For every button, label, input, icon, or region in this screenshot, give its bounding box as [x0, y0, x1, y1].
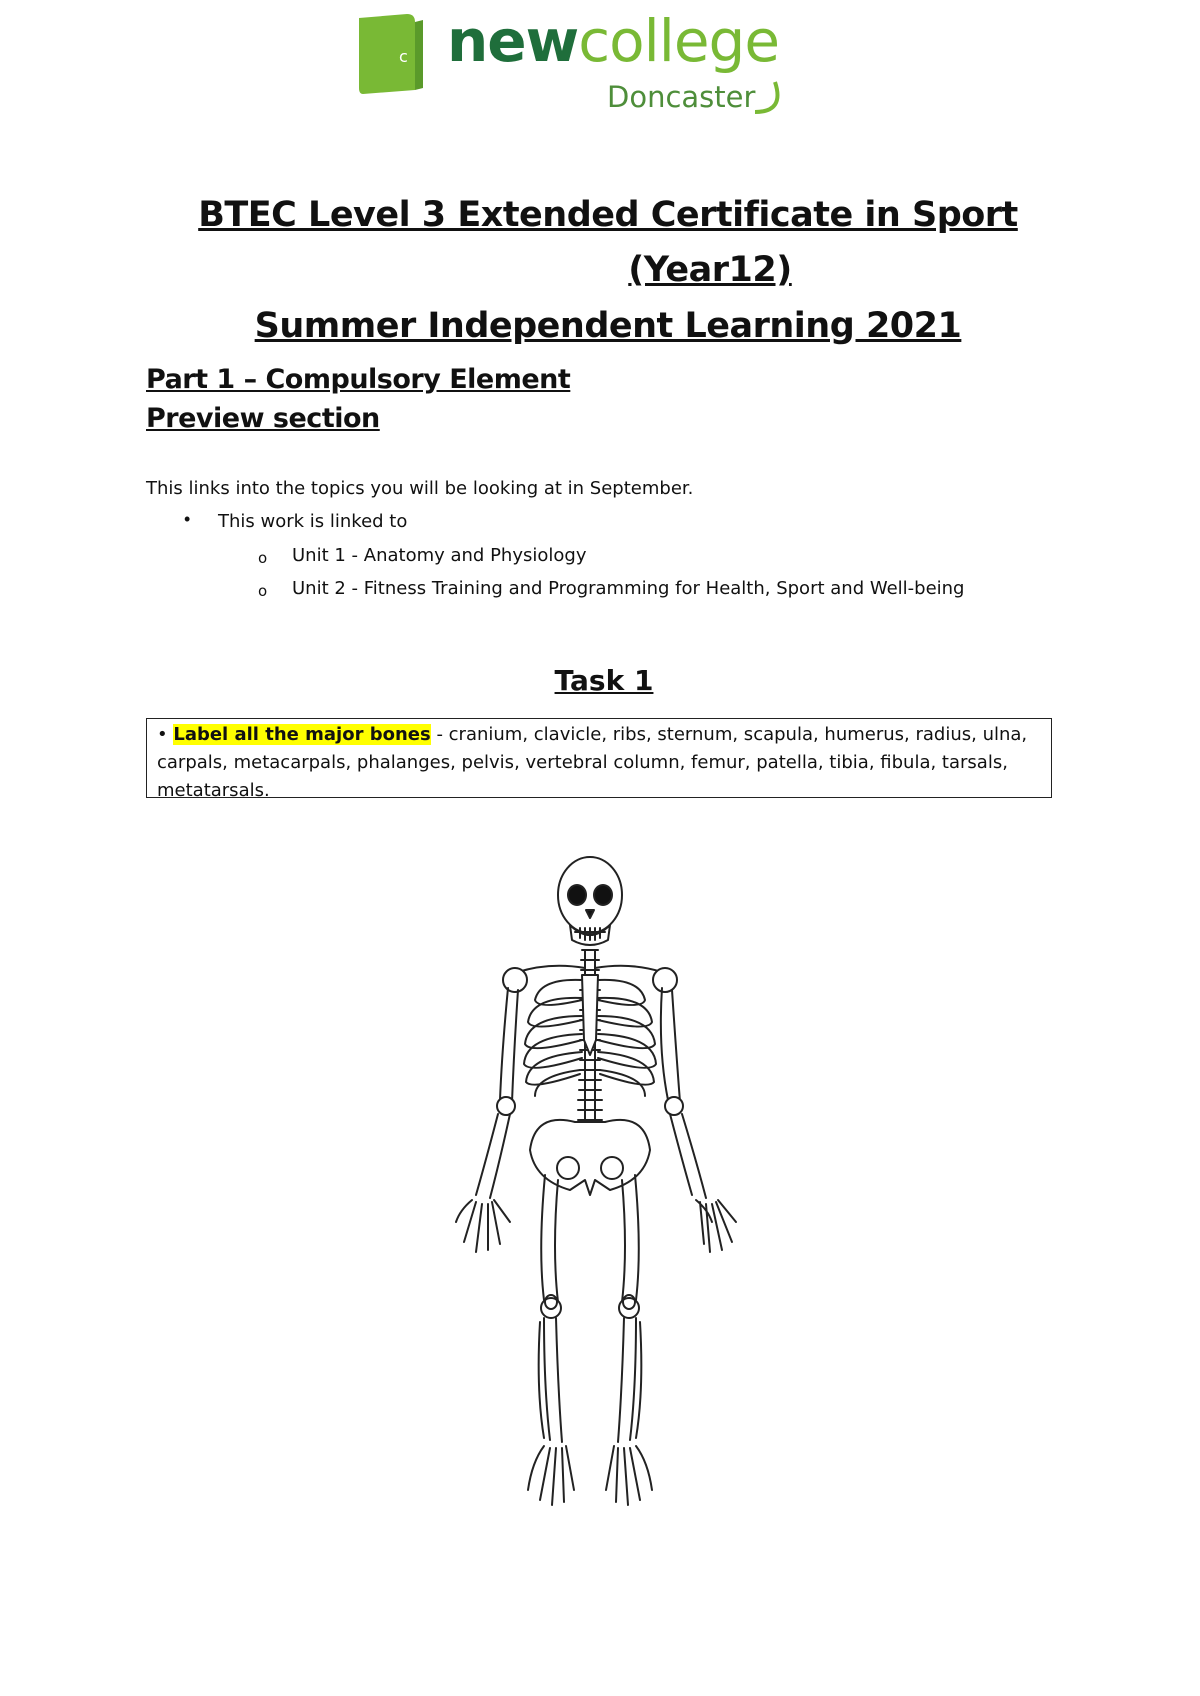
- task-instructions-box: [146, 718, 1052, 801]
- foot-bones: [528, 1446, 652, 1505]
- logo-word-new: new: [447, 7, 579, 75]
- tibia-fibula: [539, 1318, 562, 1442]
- skeleton-diagram: [420, 850, 760, 1530]
- preview-heading: Preview section: [146, 403, 380, 434]
- logo-subtitle: Doncaster: [607, 80, 756, 114]
- task-bullet-icon: •: [157, 724, 174, 745]
- intro-text: This links into the topics you will be looking at in September.: [146, 478, 694, 499]
- clavicle: [518, 966, 662, 972]
- college-logo: [355, 7, 855, 117]
- logo-word-college: college: [578, 7, 780, 75]
- pelvis: [530, 1120, 650, 1195]
- sub-bullet-icon: o: [258, 549, 268, 567]
- humerus: [500, 988, 518, 1102]
- sternum: [582, 975, 598, 1055]
- hand-bones: [456, 1200, 736, 1252]
- unit-item-1: Unit 1 - Anatomy and Physiology: [292, 545, 587, 566]
- document-title-line3: Summer Independent Learning 2021: [254, 306, 962, 346]
- svg-text:c: c: [399, 47, 408, 66]
- bullet-item: This work is linked to: [218, 511, 408, 532]
- logo-swoosh: [355, 12, 855, 117]
- skull: [558, 857, 622, 945]
- document-title-line1: BTEC Level 3 Extended Certificate in Sport: [198, 195, 1018, 235]
- sub-bullet-icon: o: [258, 582, 268, 600]
- part-heading: Part 1 – Compulsory Element: [146, 364, 571, 395]
- femur: [541, 1175, 558, 1302]
- radius-ulna: [476, 1114, 510, 1198]
- task-title: Task 1: [554, 664, 654, 697]
- bullet-icon: •: [184, 509, 191, 529]
- document-title-line2: (Year12): [628, 250, 792, 290]
- task-bone-list: - cranium, clavicle, ribs, sternum, scapula, humerus, radius, ulna, carpals, metacarpals, phalanges, pelvis, vertebral column, femur, patella, tibia, fibula, tarsals, metatarsals.: [157, 724, 1028, 801]
- unit-item-2: Unit 2 - Fitness Training and Programming for Health, Sport and Well-being: [292, 578, 965, 599]
- task-highlight: Label all the major bones: [173, 724, 431, 745]
